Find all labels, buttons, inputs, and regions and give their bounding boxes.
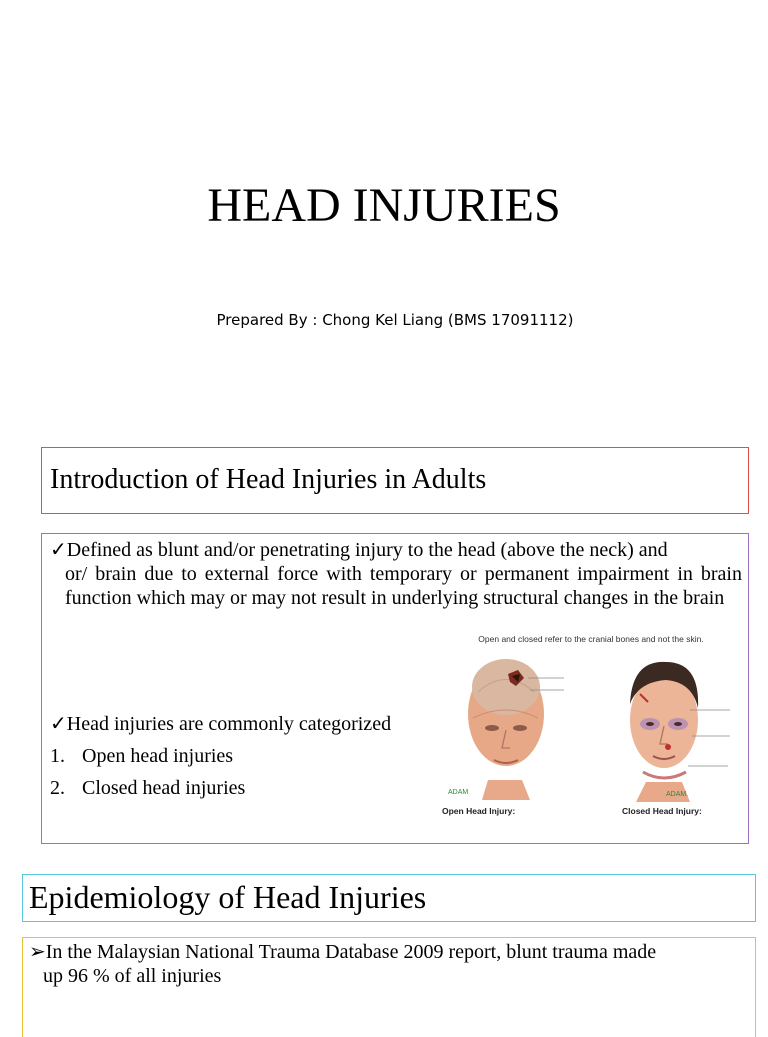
intro-content-box [41,533,749,844]
intro-heading: Introduction of Head Injuries in Adults [50,464,487,495]
list-item [50,740,450,772]
definition-line-1: ✓Defined as blunt and/or penetrating injury to the head (above the neck) and [50,539,668,561]
list-item [50,772,450,804]
adam-logo: ADAM [448,789,469,796]
list-text: Closed head injuries [82,777,246,799]
definition-line-rest: or/ brain due to external force with temporary or permanent impairment in brain function which may or may not result in underlying structural changes in the brain [65,563,742,609]
figure-caption: Open and closed refer to the cranial bones and not the skin. [478,634,704,644]
epidemiology-line-2: up 96 % of all injuries [43,965,222,987]
closed-head-label: Closed Head Injury: [622,806,702,816]
epidemiology-heading: Epidemiology of Head Injuries [29,879,427,915]
adam-logo: ADAM. [666,791,689,798]
head-injury-illustration [438,632,744,822]
epidemiology-content-box [22,937,756,1037]
epidemiology-line-1: ➢In the Malaysian National Trauma Database 2009 report, blunt trauma made [29,941,657,963]
epidemiology-heading-box [22,874,756,922]
categories [50,708,450,804]
intro-heading-box [41,447,749,514]
prepared-by: Prepared By : Chong Kel Liang (BMS 17091112) [216,311,574,329]
epidemiology-text [29,940,749,988]
open-head-label: Open Head Injury: [442,806,516,816]
slide-title: HEAD INJURIES [207,179,561,232]
definition-text [50,538,742,610]
closed-head-illustration [622,662,730,816]
list-text: Open head injuries [82,745,234,767]
list-number: 2. [50,777,65,799]
categorized-text: ✓Head injuries are commonly categorized [50,713,392,735]
open-head-illustration [442,659,564,816]
list-number: 1. [50,745,65,767]
